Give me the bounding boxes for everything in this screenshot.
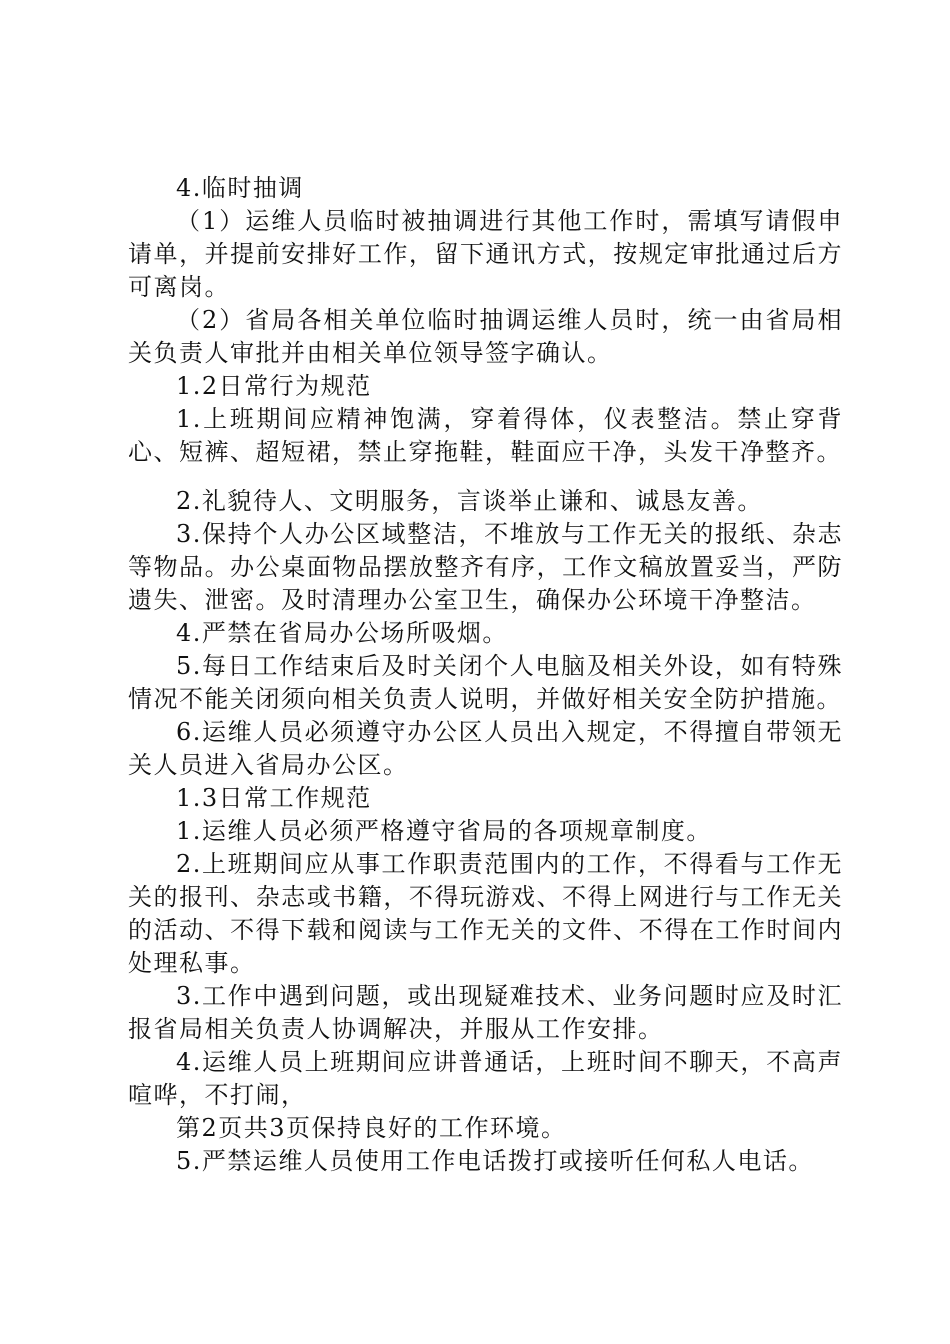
section-heading-temporary-transfer: 4.临时抽调 — [176, 174, 304, 202]
paragraph: 4.严禁在省局办公场所吸烟。 — [176, 619, 508, 647]
paragraph: 5.每日工作结束后及时关闭个人电脑及相关外设，如有特殊情况不能关闭须向相关负责人说明，并做好相关安全防护措施。 — [128, 652, 843, 713]
paragraph: 1.上班期间应精神饱满，穿着得体，仪表整洁。禁止穿背心、短裤、超短裙，禁止穿拖鞋，鞋面应干净，头发干净整齐。 — [128, 405, 843, 466]
paragraph: 4.运维人员上班期间应讲普通话，上班时间不聊天，不高声喧哗，不打闹， — [128, 1048, 843, 1109]
paragraph: 3.工作中遇到问题，或出现疑难技术、业务问题时应及时汇报省局相关负责人协调解决，并服从工作安排。 — [128, 982, 843, 1043]
paragraph: （2）省局各相关单位临时抽调运维人员时，统一由省局相关负责人审批并由相关单位领导签字确认。 — [128, 306, 843, 367]
document-body — [128, 172, 843, 1178]
paragraph: 6.运维人员必须遵守办公区人员出入规定，不得擅自带领无关人员进入省局办公区。 — [128, 718, 843, 779]
paragraph: 1.运维人员必须严格遵守省局的各项规章制度。 — [176, 817, 712, 845]
paragraph: 2.礼貌待人、文明服务，言谈举止谦和、诚恳友善。 — [176, 487, 763, 515]
paragraph: 2.上班期间应从事工作职责范围内的工作，不得看与工作无关的报刊、杂志或书籍，不得玩游戏、不得上网进行与工作无关的活动、不得下载和阅读与工作无关的文件、不得在工作时间内处理私事。 — [128, 850, 843, 977]
paragraph: 5.严禁运维人员使用工作电话拨打或接听任何私人电话。 — [176, 1147, 814, 1175]
page-number-line: 第2页共3页保持良好的工作环境。 — [176, 1114, 567, 1142]
section-heading-daily-work: 1.3日常工作规范 — [176, 784, 372, 812]
paragraph: （1）运维人员临时被抽调进行其他工作时，需填写请假申请单，并提前安排好工作，留下通讯方式，按规定审批通过后方可离岗。 — [128, 207, 843, 301]
paragraph: 3.保持个人办公区域整洁，不堆放与工作无关的报纸、杂志等物品。办公桌面物品摆放整齐有序，工作文稿放置妥当，严防遗失、泄密。及时清理办公室卫生，确保办公环境干净整洁。 — [128, 520, 843, 614]
section-heading-daily-behavior: 1.2日常行为规范 — [176, 372, 372, 400]
